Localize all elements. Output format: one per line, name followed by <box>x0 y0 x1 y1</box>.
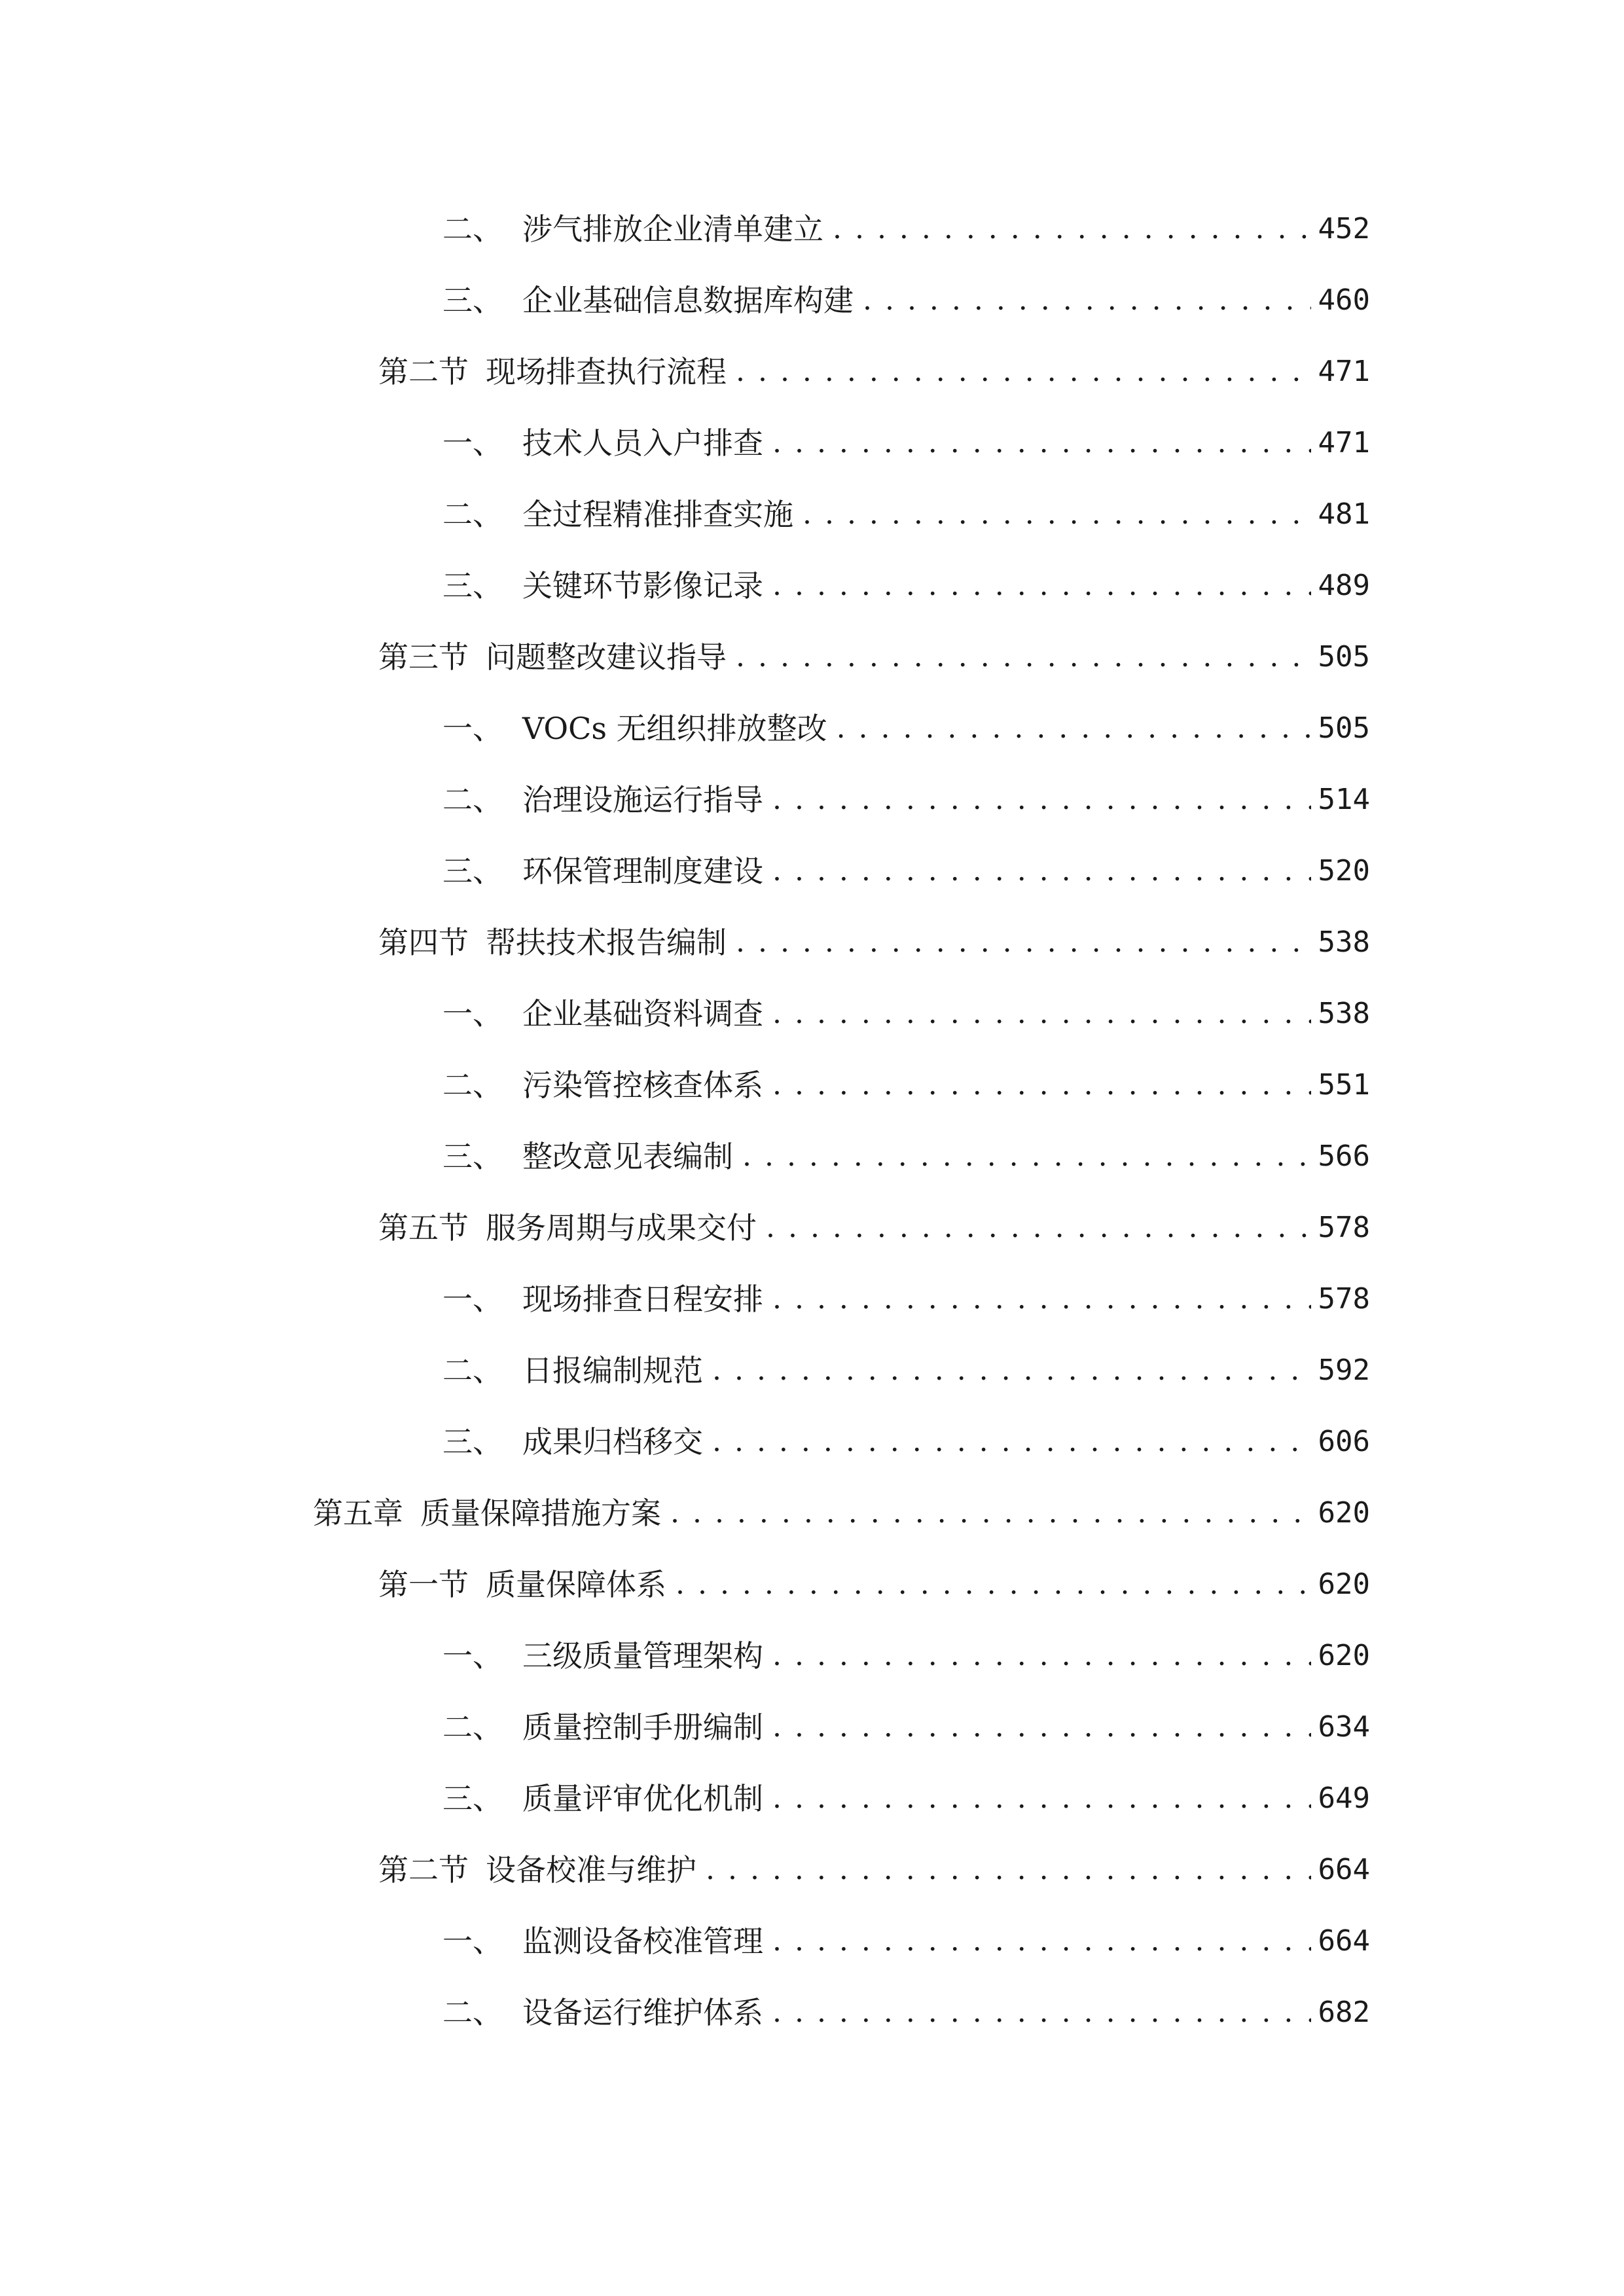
dot-leader <box>706 1849 1311 1891</box>
toc-entry-page: 481 <box>1318 497 1370 531</box>
toc-entry-title: 全过程精准排查实施 <box>522 497 793 532</box>
toc-entry-number: 二、 <box>442 1067 503 1103</box>
toc-entry-subsection[interactable] <box>442 1064 1370 1106</box>
dot-leader <box>772 993 1311 1035</box>
toc-entry-subsection[interactable] <box>442 1635 1370 1677</box>
toc-entry-page: 489 <box>1318 569 1370 602</box>
dot-leader <box>772 565 1311 607</box>
toc-entry-number: 一、 <box>442 996 503 1031</box>
toc-entry-section[interactable] <box>378 1849 1370 1891</box>
toc-entry-number: 一、 <box>442 711 503 746</box>
dot-leader <box>803 493 1311 535</box>
toc-entry-number: 二、 <box>442 1995 503 2030</box>
dot-leader <box>772 1278 1311 1320</box>
toc-entry-title: 成果归档移交 <box>522 1424 703 1460</box>
toc-entry-subsection[interactable] <box>442 493 1370 535</box>
toc-entry-section[interactable] <box>378 922 1370 963</box>
dot-leader <box>772 850 1311 892</box>
toc-entry-page: 551 <box>1318 1068 1370 1102</box>
toc-entry-title: 三级质量管理架构 <box>522 1638 763 1674</box>
toc-entry-number: 二、 <box>442 497 503 532</box>
toc-entry-page: 566 <box>1318 1139 1370 1173</box>
toc-entry-title: 技术人员入户排查 <box>522 425 763 461</box>
dot-leader <box>772 1778 1311 1820</box>
toc-entry-title: 问题整改建议指导 <box>486 639 727 675</box>
toc-entry-title: 污染管控核查体系 <box>522 1067 763 1103</box>
dot-leader <box>772 1920 1311 1962</box>
toc-entry-title: 治理设施运行指导 <box>522 782 763 817</box>
dot-leader <box>736 351 1311 393</box>
toc-entry-page: 460 <box>1318 283 1370 317</box>
toc-entry-subsection[interactable] <box>442 1421 1370 1463</box>
toc-entry-number: 第五章 <box>313 1496 403 1531</box>
toc-entry-page: 634 <box>1318 1710 1370 1744</box>
toc-entry-subsection[interactable] <box>442 993 1370 1035</box>
toc-entry-page: 538 <box>1318 925 1370 959</box>
toc-entry-number: 一、 <box>442 1282 503 1317</box>
toc-entry-page: 520 <box>1318 854 1370 888</box>
toc-entry-page: 664 <box>1318 1924 1370 1958</box>
toc-entry-title: 服务周期与成果交付 <box>486 1210 757 1246</box>
toc-entry-subsection[interactable] <box>442 1920 1370 1962</box>
toc-entry-number: 二、 <box>442 211 503 247</box>
toc-entry-number: 第二节 <box>378 1852 469 1888</box>
dot-leader <box>766 1207 1311 1249</box>
dot-leader <box>712 1421 1311 1463</box>
toc-entry-page: 620 <box>1318 1639 1370 1672</box>
toc-entry-title: 关键环节影像记录 <box>522 568 763 603</box>
toc-entry-subsection[interactable] <box>442 422 1370 464</box>
toc-entry-number: 三、 <box>442 1424 503 1460</box>
toc-entry-title: 帮扶技术报告编制 <box>486 925 727 960</box>
toc-entry-title: 设备运行维护体系 <box>522 1995 763 2030</box>
toc-entry-subsection[interactable] <box>442 850 1370 892</box>
toc-entry-subsection[interactable] <box>442 208 1370 250</box>
toc-entry-subsection[interactable] <box>442 779 1370 821</box>
toc-entry-title: VOCs 无组织排放整改 <box>522 711 827 746</box>
toc-entry-number: 三、 <box>442 1781 503 1816</box>
toc-entry-subsection[interactable] <box>442 565 1370 607</box>
toc-entry-page: 606 <box>1318 1425 1370 1458</box>
toc-entry-subsection[interactable] <box>442 1350 1370 1391</box>
dot-leader <box>736 636 1311 678</box>
dot-leader <box>736 922 1311 963</box>
toc-entry-title: 整改意见表编制 <box>522 1139 733 1174</box>
toc-entry-number: 三、 <box>442 568 503 603</box>
toc-entry-subsection[interactable] <box>442 279 1370 321</box>
toc-entry-title: 监测设备校准管理 <box>522 1924 763 1959</box>
dot-leader <box>742 1136 1311 1177</box>
toc-entry-page: 578 <box>1318 1211 1370 1244</box>
toc-entry-title: 现场排查执行流程 <box>486 354 727 389</box>
toc-entry-number: 三、 <box>442 853 503 889</box>
toc-entry-title: 日报编制规范 <box>522 1353 703 1388</box>
toc-entry-page: 471 <box>1318 355 1370 388</box>
toc-entry-title: 设备校准与维护 <box>486 1852 696 1888</box>
toc-entry-subsection[interactable] <box>442 1706 1370 1748</box>
toc-entry-title: 质量保障体系 <box>486 1567 666 1602</box>
toc-entry-number: 三、 <box>442 1139 503 1174</box>
toc-entry-page: 664 <box>1318 1853 1370 1886</box>
dot-leader <box>863 279 1311 321</box>
toc-entry-number: 第五节 <box>378 1210 469 1246</box>
toc-entry-page: 649 <box>1318 1782 1370 1815</box>
dot-leader <box>670 1492 1311 1534</box>
toc-entry-page: 620 <box>1318 1496 1370 1530</box>
toc-entry-number: 二、 <box>442 1710 503 1745</box>
dot-leader <box>772 1635 1311 1677</box>
toc-entry-title: 质量评审优化机制 <box>522 1781 763 1816</box>
toc-entry-number: 三、 <box>442 283 503 318</box>
toc-entry-title: 现场排查日程安排 <box>522 1282 763 1317</box>
toc-entry-page: 505 <box>1318 711 1370 745</box>
dot-leader <box>772 1064 1311 1106</box>
toc-entry-title: 质量保障措施方案 <box>420 1496 661 1531</box>
toc-entry-subsection[interactable] <box>442 1136 1370 1177</box>
toc-entry-title: 涉气排放企业清单建立 <box>522 211 823 247</box>
toc-entry-page: 452 <box>1318 212 1370 245</box>
toc-entry-page: 538 <box>1318 997 1370 1030</box>
toc-entry-page: 514 <box>1318 783 1370 816</box>
dot-leader <box>837 708 1311 749</box>
dot-leader <box>712 1350 1311 1391</box>
toc-entry-number: 第三节 <box>378 639 469 675</box>
dot-leader <box>772 1992 1311 2034</box>
toc-entry-chapter[interactable] <box>313 1492 1370 1534</box>
toc-entry-page: 620 <box>1318 1568 1370 1601</box>
toc-entry-page: 505 <box>1318 640 1370 673</box>
toc-entry-page: 471 <box>1318 426 1370 459</box>
toc-entry-number: 二、 <box>442 782 503 817</box>
toc-entry-number: 一、 <box>442 1638 503 1674</box>
toc-entry-section[interactable] <box>378 1207 1370 1249</box>
toc-entry-number: 第二节 <box>378 354 469 389</box>
toc-entry-number: 第一节 <box>378 1567 469 1602</box>
toc-entry-title: 企业基础资料调查 <box>522 996 763 1031</box>
toc-entry-subsection[interactable] <box>442 1778 1370 1820</box>
toc-entry-subsection[interactable] <box>442 1278 1370 1320</box>
dot-leader <box>676 1564 1311 1605</box>
toc-entry-section[interactable] <box>378 351 1370 393</box>
toc-entry-subsection[interactable] <box>442 708 1370 749</box>
toc-entry-section[interactable] <box>378 636 1370 678</box>
toc-entry-title: 环保管理制度建设 <box>522 853 763 889</box>
dot-leader <box>772 779 1311 821</box>
toc-entry-number: 第四节 <box>378 925 469 960</box>
dot-leader <box>772 422 1311 464</box>
toc-entry-page: 578 <box>1318 1282 1370 1316</box>
dot-leader <box>833 208 1311 250</box>
toc-entry-number: 一、 <box>442 425 503 461</box>
toc-entry-number: 二、 <box>442 1353 503 1388</box>
toc-entry-section[interactable] <box>378 1564 1370 1605</box>
toc-entry-title: 质量控制手册编制 <box>522 1710 763 1745</box>
toc-entry-number: 一、 <box>442 1924 503 1959</box>
toc-entry-page: 682 <box>1318 1996 1370 2029</box>
toc-entry-title: 企业基础信息数据库构建 <box>522 283 854 318</box>
dot-leader <box>772 1706 1311 1748</box>
toc-entry-page: 592 <box>1318 1354 1370 1387</box>
toc-entry-subsection[interactable] <box>442 1992 1370 2034</box>
